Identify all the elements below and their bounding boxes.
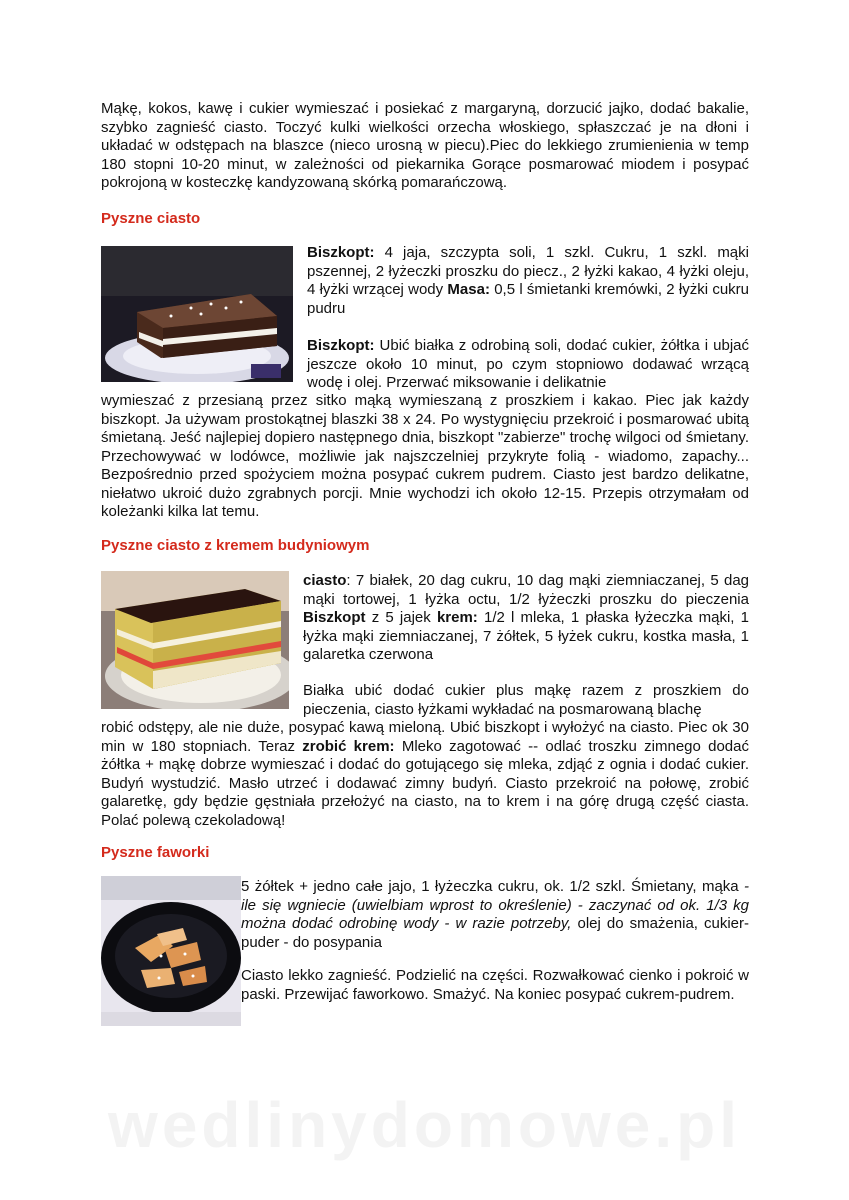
prep-text-c: Mleko zagotować -- odlać troszku zimnego dodać żółtka + mąkę dobrze wymieszać i dodać do gotującego się mleka, zdjąć z ognia i dodać cukier. Budyń wystudzić. Masło utrzeć i dodawać zimny budyń. Ciasto przekroić na połowę, zrobić galaretkę, gdy będzie gęstniała przełożyć na ciasto, na to krem i na górę drugą część ciasta. Polać polewą czekoladową!	[101, 737, 749, 829]
recipe-2-ingredients	[303, 572, 749, 665]
ingredients-text-b: z 5 jajek	[365, 609, 437, 626]
ingredients-italic: - ile się wgniecie (uwielbiam wprost to określenie) - zaczynać od ok. 1/3 kg można dodać odrobinę wody - w razie potrzeby,	[241, 878, 749, 932]
intro-paragraph: Mąkę, kokos, kawę i cukier wymieszać i posiekać z margaryną, dorzucić jajko, dodać bakalie, szybko zagnieść ciasto. Toczyć kulki wielkości orzecha włoskiego, spłaszczać je na dłoni i układać w odstępach na blaszce (nieco urosną w piecu).Piec do lekkiego zrumienienia w temp 180 stopni 10-20 minut, w zależności od piekarnika Gorące posmarować miodem i posypać pokrojoną w kosteczkę kandyzowaną skórką pomarańczową.	[101, 100, 749, 191]
prep-biszkopt-label: Biszkopt:	[307, 337, 375, 354]
ingredients-text-a: : 7 białek, 20 dag cukru, 10 dag mąki ziemniaczanej, 5 dag mąki tortowej, 1 łyżka octu, 1/2 łyżeczki proszku do pieczenia	[303, 572, 749, 608]
ciasto-label: ciasto	[303, 572, 347, 589]
biszkopt-label: Biszkopt:	[307, 244, 375, 261]
site-watermark: wedlinydomowe.pl	[108, 1089, 741, 1161]
recipe-2-title: Pyszne ciasto z kremem budyniowym	[101, 537, 370, 554]
krem-label: krem:	[436, 609, 478, 626]
recipe-3-prep: Ciasto lekko zagnieść. Podzielić na części. Rozwałkować cienko i pokroić w paski. Przewijać faworkowo. Smażyć. Na koniec posypać cukrem-pudrem.	[241, 967, 749, 1003]
recipe-3-title: Pyszne faworki	[101, 844, 210, 861]
recipe-1-title: Pyszne ciasto	[101, 210, 201, 227]
recipe-2-prep-continued	[101, 719, 749, 830]
recipe-1-prep-continued: wymieszać z przesianą przez sitko mąką wymieszaną z proszkiem i kakao. Piec jak każdy biszkopt. Ja używam prostokątnej blaszki 38 x 24. Po wystygnięciu przekroić i posmarować ubitą śmietaną. Jeść najlepiej dopiero następnego dnia, biszkopt "zabierze" trochę wilgoci od śmietany. Przechowywać w lodówce, możliwie jak najszczelniej przykryte folią - wiadomo, zapachy... Bezpośrednio przed spożyciem można posypać cukrem pudrem. Ciasto jest bardzo delikatne, niełatwo ukroić dużo zgrabnych porcji. Mnie wychodzi ich około 12-15. Przepis otrzymałam od koleżanki kilka lat temu.	[101, 392, 749, 520]
ingredients-text-c: 1/2 l mleka, 1 płaska łyżeczka mąki, 1 łyżka mąki ziemniaczanej, 7 żółtek, 5 łyżek cukru, kostka masła, 1 galaretka czerwona	[303, 609, 749, 663]
recipe-1-ingredients	[307, 244, 749, 318]
prep-text-b: robić odstępy, ale nie duże, posypać kawą mieloną. Ubić biszkopt i wyłożyć na ciasto. Piec ok 30 min w 180 stopniach. Teraz	[101, 719, 749, 755]
ingredients-text-a: 5 żółtek + jedno całe jajo, 1 łyżeczka cukru, ok. 1/2 szkl. Śmietany, mąka	[241, 878, 744, 895]
recipe-1-prep-start	[307, 337, 749, 393]
ingredients-text-b: olej do smażenia, cukier-puder - do posypania	[241, 915, 749, 951]
prep-text-a: Ubić białka z odrobiną soli, dodać cukier, żółtka i ubjać jeszcze około 10 minut, po czym stopniowo dodawać wrzącą wodę i olej. Przerwać miksowanie i delikatnie	[307, 337, 749, 391]
zrobic-krem-label: zrobić krem:	[302, 737, 395, 755]
masa-label: Masa:	[447, 281, 490, 298]
custard-cake-photo	[101, 571, 289, 709]
recipe-2-prep-start: Białka ubić dodać cukier plus mąkę razem z proszkiem do pieczenia, ciasto łyżkami wykładać na posmarowaną blachę	[303, 682, 749, 718]
ingredients-text: 4 jaja, szczypta soli, 1 szkl. Cukru, 1 szkl. mąki pszennej, 2 łyżeczki proszku do piecz., 2 łyżki kakao, 4 łyżki oleju, 4 łyżki wrzącej wody	[307, 244, 749, 298]
biszkopt-label: Biszkopt	[303, 609, 366, 626]
masa-text: 0,5 l śmietanki kremówki, 2 łyżki cukru pudru	[307, 281, 750, 317]
recipe-3-ingredients	[241, 878, 749, 952]
faworki-photo	[101, 876, 241, 1026]
chocolate-cake-photo	[101, 246, 293, 382]
